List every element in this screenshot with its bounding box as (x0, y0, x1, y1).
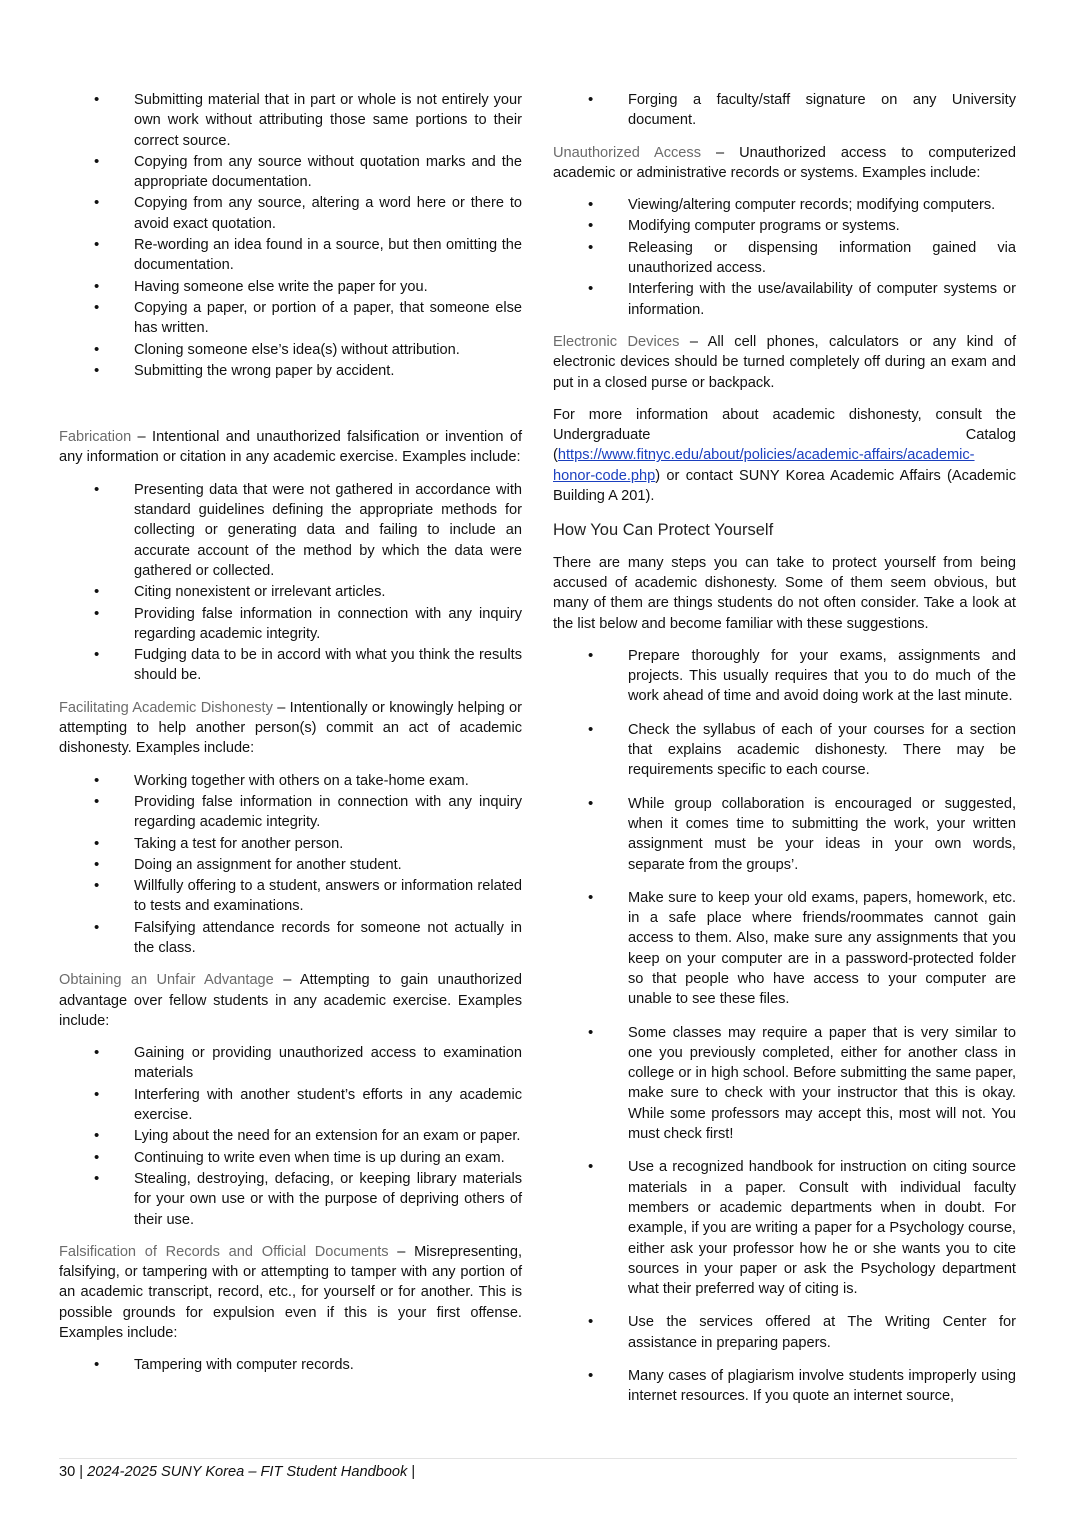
list-item: • Check the syllabus of each of your courses for a section that explains academic dishonesty. There may be requirements specific to each course. (628, 720, 1016, 781)
forging-list (553, 90, 1016, 131)
list-item: • Re-wording an idea found in a source, but then omitting the documentation. (134, 235, 522, 276)
list-item: • Modifying computer programs or systems. (628, 216, 1016, 236)
plagiarism-examples-list (59, 90, 522, 381)
list-item: • Submitting material that in part or whole is not entirely your own work without attributing those same portions to their correct source. (134, 90, 522, 151)
list-item: • Interfering with the use/availability of computer systems or information. (628, 279, 1016, 320)
handbook-title: 2024-2025 SUNY Korea – FIT Student Handbook (87, 1464, 408, 1480)
list-item: • Stealing, destroying, defacing, or keeping library materials for your own use or with the purpose of depriving others of their use. (134, 1169, 522, 1230)
unfair-advantage-text: – Attempting to gain unauthorized advantage over fellow students in any academic exercise. Examples include: (59, 972, 522, 1029)
list-item: • Having someone else write the paper for you. (134, 277, 522, 297)
fabrication-text: – Intentional and unauthorized falsification or invention of any information or citation in any academic exercise. Examples include: (59, 429, 522, 466)
unauthorized-access-term: Unauthorized Access (553, 144, 702, 161)
unauthorized-access-paragraph (553, 143, 1016, 184)
list-item: • Releasing or dispensing information gained via unauthorized access. (628, 238, 1016, 279)
list-item: • While group collaboration is encouraged or suggested, when it comes time to submitting the work, your written assignment must be your ideas in your own words, separate from the groups’. (628, 794, 1016, 875)
list-item: • Doing an assignment for another student. (134, 855, 522, 875)
list-item: • Viewing/altering computer records; modifying computers. (628, 195, 1016, 215)
facilitating-paragraph (59, 698, 522, 759)
list-item: • Working together with others on a take-home exam. (134, 771, 522, 791)
list-item: • Some classes may require a paper that is very similar to one you previously completed, either for another class in college or in high school. Before submitting the same paper, make sure to check with your instructor that this is okay. While some professors may accept this, most will not. You must check first! (628, 1023, 1016, 1145)
unfair-advantage-term: Obtaining an Unfair Advantage (59, 972, 274, 989)
page-number: 30 (59, 1464, 76, 1480)
facilitating-term: Facilitating Academic Dishonesty (59, 699, 273, 716)
unauthorized-access-text: – Unauthorized access to computerized academic or administrative records or systems. Examples include: (553, 144, 1016, 181)
facilitating-text: – Intentionally or knowingly helping or attempting to help another person(s) commit an act of academic dishonesty. Examples include: (59, 699, 522, 757)
list-item: • Gaining or providing unauthorized access to examination materials (134, 1043, 522, 1084)
falsification-paragraph (59, 1242, 522, 1343)
list-item: • Providing false information in connection with any inquiry regarding academic integrity. (134, 604, 522, 645)
list-item: • Make sure to keep your old exams, papers, homework, etc. in a safe place where friends/roommates cannot gain access to them. Also, make sure any assignments that you keep on your computer are in a password-protected folder so that people who have access to your computer are unable to see these files. (628, 888, 1016, 1010)
footer-separator-end: | (407, 1464, 416, 1480)
electronic-devices-term: Electronic Devices (553, 333, 680, 350)
list-item: • Tampering with computer records. (134, 1355, 522, 1375)
list-item: • Forging a faculty/staff signature on any University document. (628, 90, 1016, 131)
list-item: • Citing nonexistent or irrelevant articles. (134, 582, 522, 602)
list-item: • Interfering with another student’s efforts in any academic exercise. (134, 1085, 522, 1126)
protect-intro-paragraph: There are many steps you can take to protect yourself from being accused of academic dishonesty. Some of them seem obvious, but many of them are things students do not often consider. Take a look at the list below and become familiar with these suggestions. (553, 554, 1016, 632)
list-item: • Falsifying attendance records for someone not actually in the class. (134, 918, 522, 959)
more-info-contact-text: ) or contact SUNY Korea Academic Affairs (Academic Building A 201). (553, 467, 1016, 505)
list-item: • Willfully offering to a student, answers or information related to tests and examinations. (134, 876, 522, 917)
list-item: • Copying a paper, or portion of a paper, that someone else has written. (134, 298, 522, 339)
unfair-advantage-list (59, 1043, 522, 1230)
list-item: • Fudging data to be in accord with what you think the results should be. (134, 645, 522, 686)
fabrication-term: Fabrication (59, 429, 132, 446)
list-item: • Presenting data that were not gathered in accordance with standard guidelines defining the appropriate methods for collecting or generating data and failing to include an accurate account of the method by which the data were gathered or collected. (134, 480, 522, 581)
unfair-advantage-paragraph (59, 970, 522, 1031)
right-column (553, 90, 1016, 1420)
list-item: • Many cases of plagiarism involve students improperly using internet resources. If you quote an internet source, (628, 1366, 1016, 1407)
list-item: • Submitting the wrong paper by accident. (134, 361, 522, 381)
electronic-devices-paragraph (553, 332, 1016, 393)
left-column (59, 90, 522, 1377)
protection-tips-list (553, 646, 1016, 1407)
falsification-term: Falsification of Records and Official Documents (59, 1243, 389, 1260)
list-item: • Use a recognized handbook for instruction on citing source materials in a paper. Consult with individual faculty members or academic departments when in doubt. For example, if you are writing a paper for a Psychology course, either ask your professor how he or she wants you to cite sources in your paper or ask the Psychology department what their preferred way of citing is. (628, 1157, 1016, 1299)
fabrication-list (59, 480, 522, 686)
list-item: • Cloning someone else’s idea(s) without attribution. (134, 340, 522, 360)
list-item: • Lying about the need for an extension for an exam or paper. (134, 1126, 522, 1146)
list-item: • Copying from any source, altering a word here or there to avoid exact quotation. (134, 193, 522, 234)
academic-honor-code-link[interactable]: https://www.fitnyc.edu/about/policies/academic-affairs/academic-honor-code.php (553, 447, 975, 484)
unauthorized-access-list (553, 195, 1016, 320)
list-item: • Copying from any source without quotation marks and the appropriate documentation. (134, 152, 522, 193)
page-footer (59, 1458, 1017, 1482)
list-item: • Providing false information in connection with any inquiry regarding academic integrity. (134, 792, 522, 833)
section-heading: How You Can Protect Yourself (553, 521, 774, 540)
falsification-text: – Misrepresenting, falsifying, or tampering with or attempting to tamper with any portion of an academic transcript, record, etc., for yourself or for another. This is possible grounds for expulsion even if this is your first offense. Examples include: (59, 1243, 522, 1342)
fabrication-paragraph (59, 427, 522, 468)
list-item: • Continuing to write even when time is up during an exam. (134, 1148, 522, 1168)
facilitating-list (59, 771, 522, 959)
electronic-devices-text: – All cell phones, calculators or any kind of electronic devices should be turned completely off during an exam and put in a closed purse or backpack. (553, 333, 1016, 391)
falsification-list (59, 1355, 522, 1375)
list-item: • Prepare thoroughly for your exams, assignments and projects. This usually requires that you to do much of the work ahead of time and avoid doing work at the last minute. (628, 646, 1016, 707)
list-item: • Use the services offered at The Writing Center for assistance in preparing papers. (628, 1312, 1016, 1353)
more-info-paragraph (553, 405, 1016, 506)
footer-separator: | (75, 1464, 88, 1480)
more-info-text: For more information about academic dishonesty, consult the Undergraduate Catalog ( (553, 406, 1016, 464)
list-item: • Taking a test for another person. (134, 834, 522, 854)
